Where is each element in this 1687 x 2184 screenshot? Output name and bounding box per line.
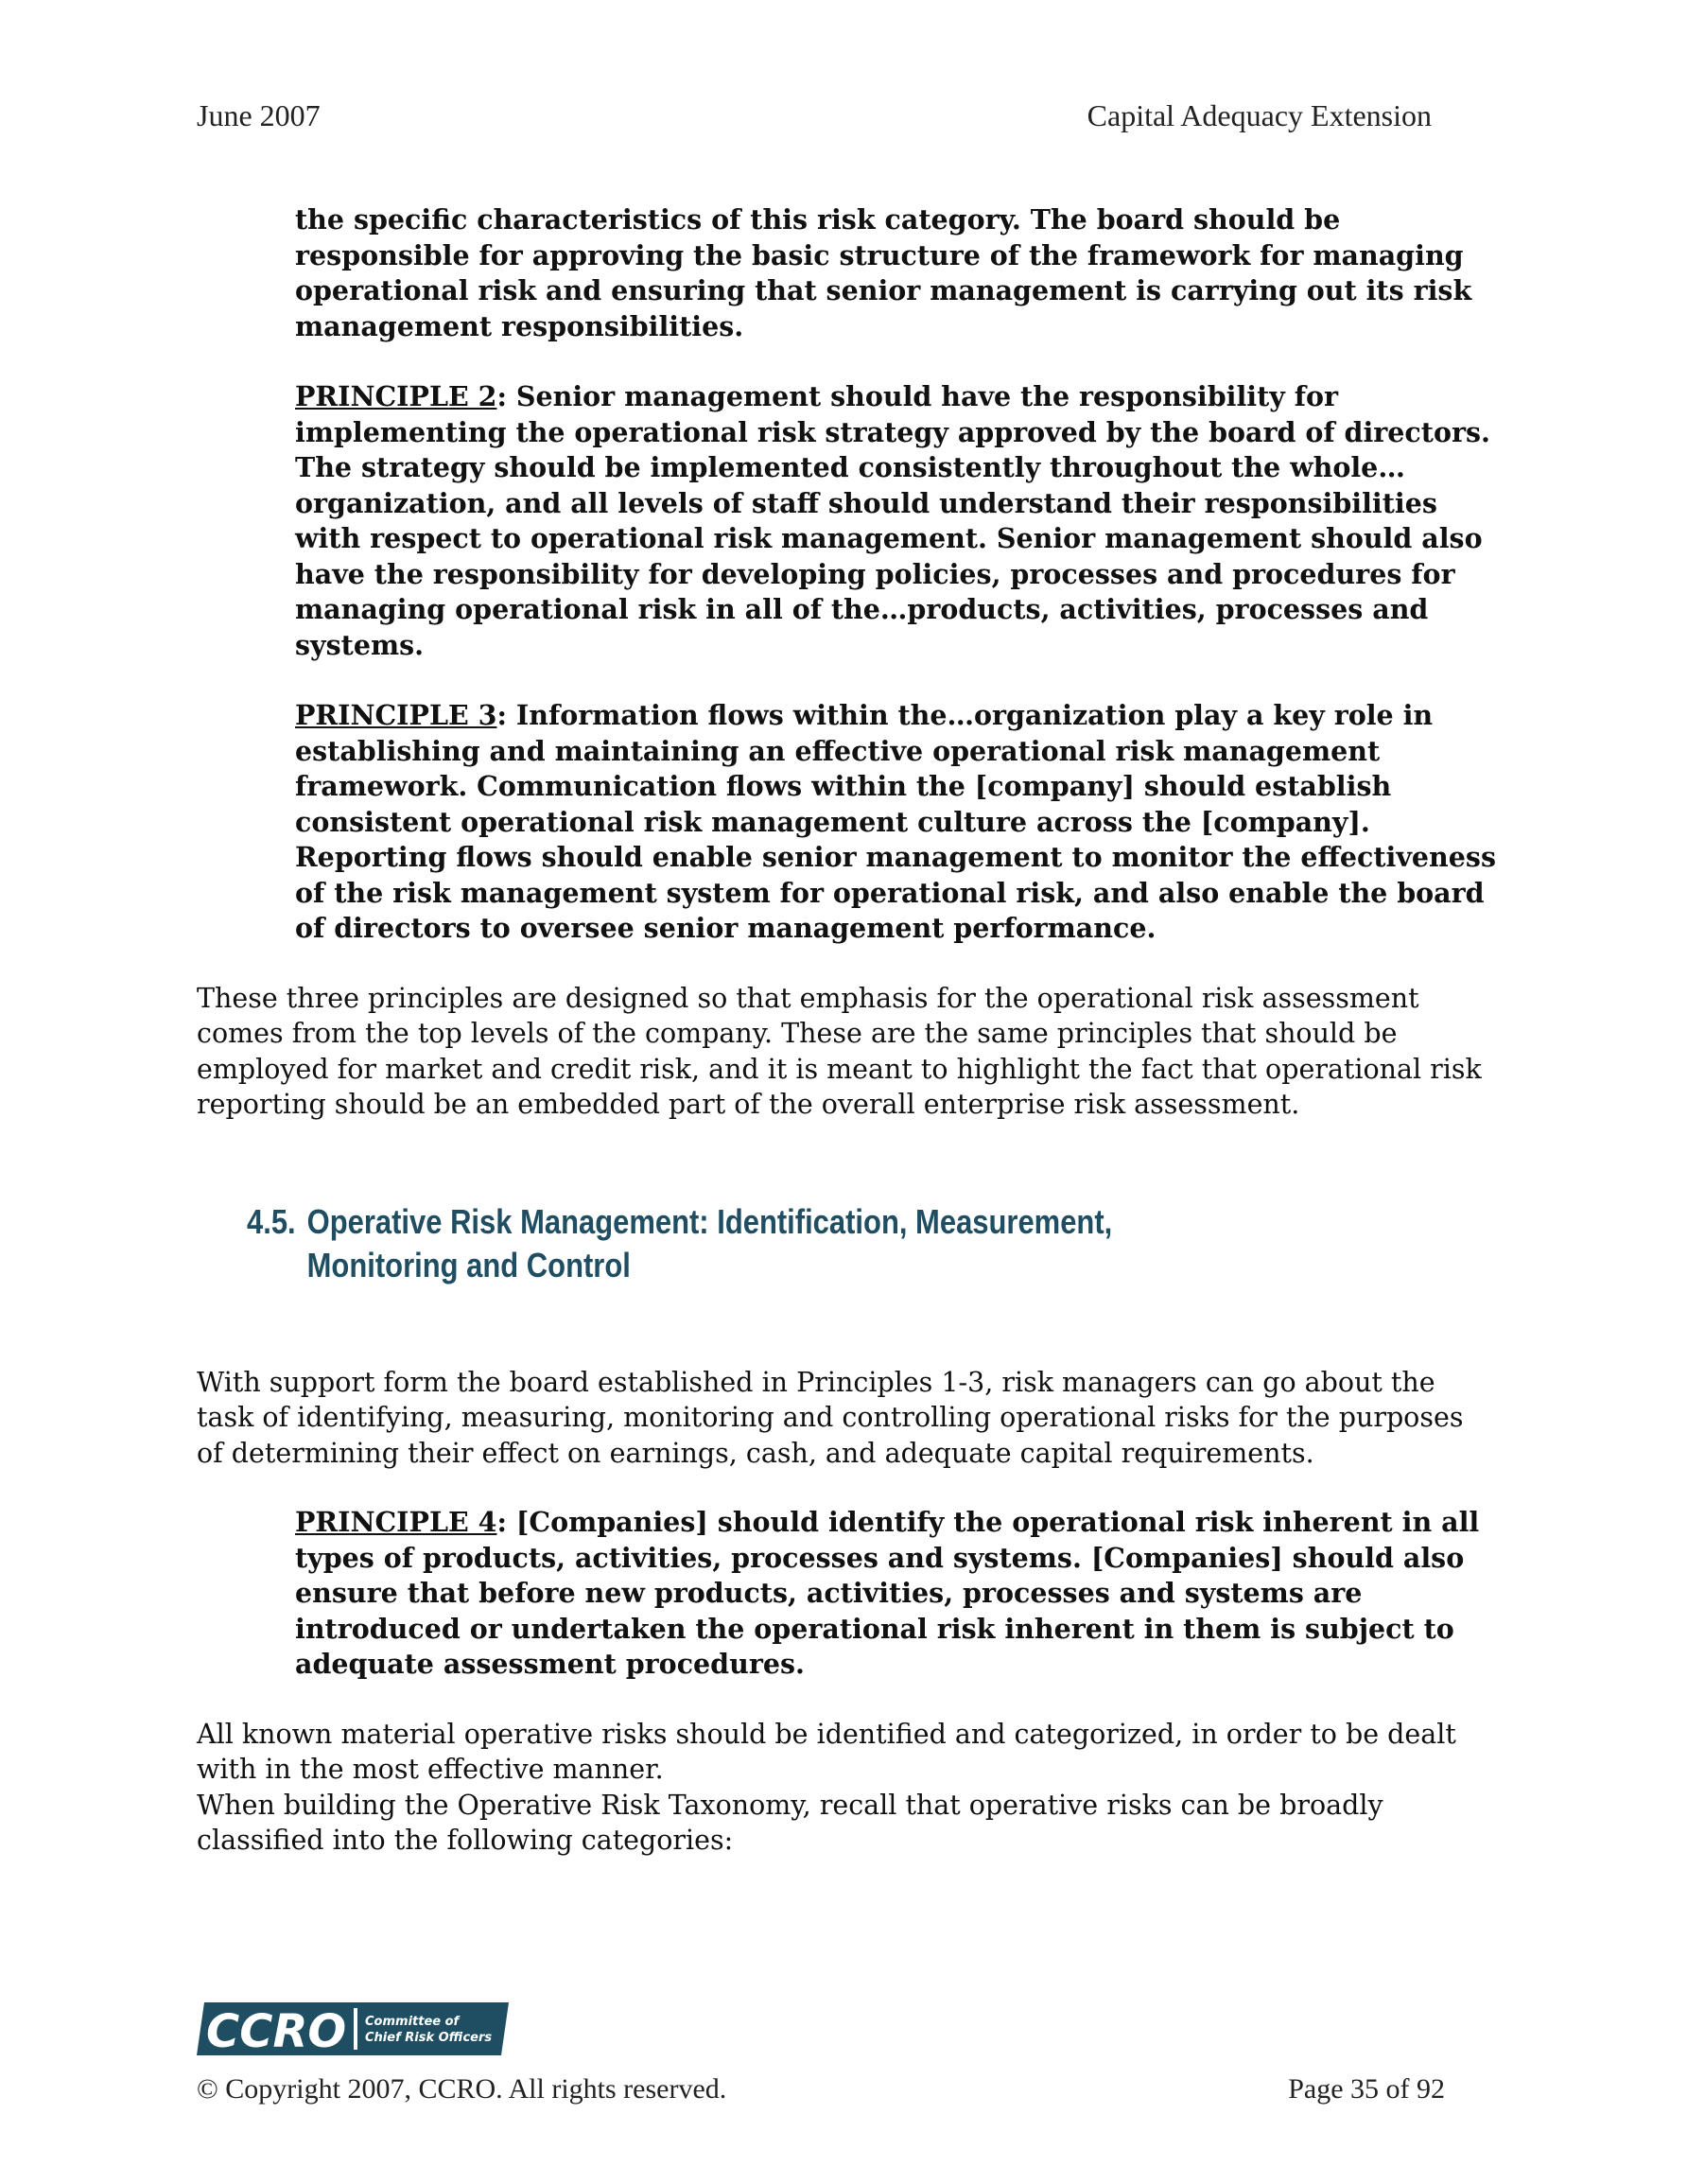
principles-block-1 bbox=[295, 202, 1502, 947]
principle-3-text: : Information flows within the…organization play a key role in establishing and maintaining an effective operational risk management framework. Communication flows within the [company] should establish consistent operational risk management culture across the [company]. Reporting flows should enable senior management to monitor the effectiveness of the risk management system for operational risk, and also enable the board of directors to oversee senior management performance. bbox=[295, 699, 1497, 944]
header-date: June 2007 bbox=[197, 98, 321, 132]
principle-3-label: PRINCIPLE 3 bbox=[295, 699, 497, 731]
principle-4-text: : [Companies] should identify the operational risk inherent in all types of products, activities, processes and systems. [Companies] should also ensure that before new products, activities, processes and systems are introduced or undertaken the operational risk inherent in them is subject to adequate assessment procedures. bbox=[295, 1506, 1480, 1680]
principle-1-continued bbox=[295, 202, 1502, 344]
logo-mark: CCRO bbox=[206, 2005, 347, 2055]
ccro-logo-graphic bbox=[197, 2002, 509, 2055]
principles-block-2 bbox=[295, 1505, 1502, 1683]
principle-2 bbox=[295, 379, 1502, 663]
principle-4-label: PRINCIPLE 4 bbox=[295, 1506, 497, 1538]
ccro-logo bbox=[197, 2002, 509, 2055]
principle-3 bbox=[295, 698, 1502, 947]
footer-copyright: © Copyright 2007, CCRO. All rights reserved. bbox=[197, 2073, 727, 2105]
document-body bbox=[197, 202, 1502, 1859]
logo-line-1: Committee of bbox=[365, 2015, 460, 2029]
paragraph-taxonomy: When building the Operative Risk Taxonomy, recall that operative risks can be broadly classified into the following categories: bbox=[197, 1789, 1383, 1856]
principle-1-continued-text: the specific characteristics of this risk category. The board should be responsible for approving the basic structure of the framework for managing operational risk and ensuring that senior management is carrying out its risk management responsibilities. bbox=[295, 203, 1472, 342]
principle-2-label: PRINCIPLE 2 bbox=[295, 380, 497, 412]
principle-2-text: : Senior management should have the responsibility for implementing the operational risk strategy approved by the board of directors. The strategy should be implemented consistently throughout the whole…organization, and all levels of staff should understand their responsibilities with respect to operational risk management. Senior management should also have the responsibility for developing policies, processes and procedures for managing operational risk in all of the…products, activities, processes and systems. bbox=[295, 380, 1490, 661]
paragraph-principles-summary: These three principles are designed so that emphasis for the operational risk assessment comes from the top levels of the company. These are the same principles that should be employed for market and credit risk, and it is meant to highlight the fact that operational risk reporting should be an embedded part of the overall enterprise risk assessment. bbox=[197, 982, 1482, 1120]
header-title: Capital Adequacy Extension bbox=[1087, 98, 1432, 132]
section-number: 4.5. bbox=[247, 1201, 296, 1241]
principle-4 bbox=[295, 1505, 1502, 1683]
page-header bbox=[197, 98, 1432, 136]
section-heading bbox=[247, 1200, 1326, 1287]
paragraph-known-risks: All known material operative risks should be identified and categorized, in order to be dealt with in the most effective manner. bbox=[197, 1718, 1456, 1785]
paragraph-risk-managers: With support form the board established in Principles 1-3, risk managers can go about the task of identifying, measuring, monitoring and controlling operational risks for the purposes of determining their effect on earnings, cash, and adequate capital requirements. bbox=[197, 1366, 1464, 1469]
page-footer bbox=[197, 2073, 1445, 2111]
footer-page-number: Page 35 of 92 bbox=[1288, 2073, 1445, 2105]
section-title: Operative Risk Management: Identification, Measurement, Monitoring and Control bbox=[306, 1201, 1113, 1284]
logo-line-2: Chief Risk Officers bbox=[365, 2031, 493, 2045]
